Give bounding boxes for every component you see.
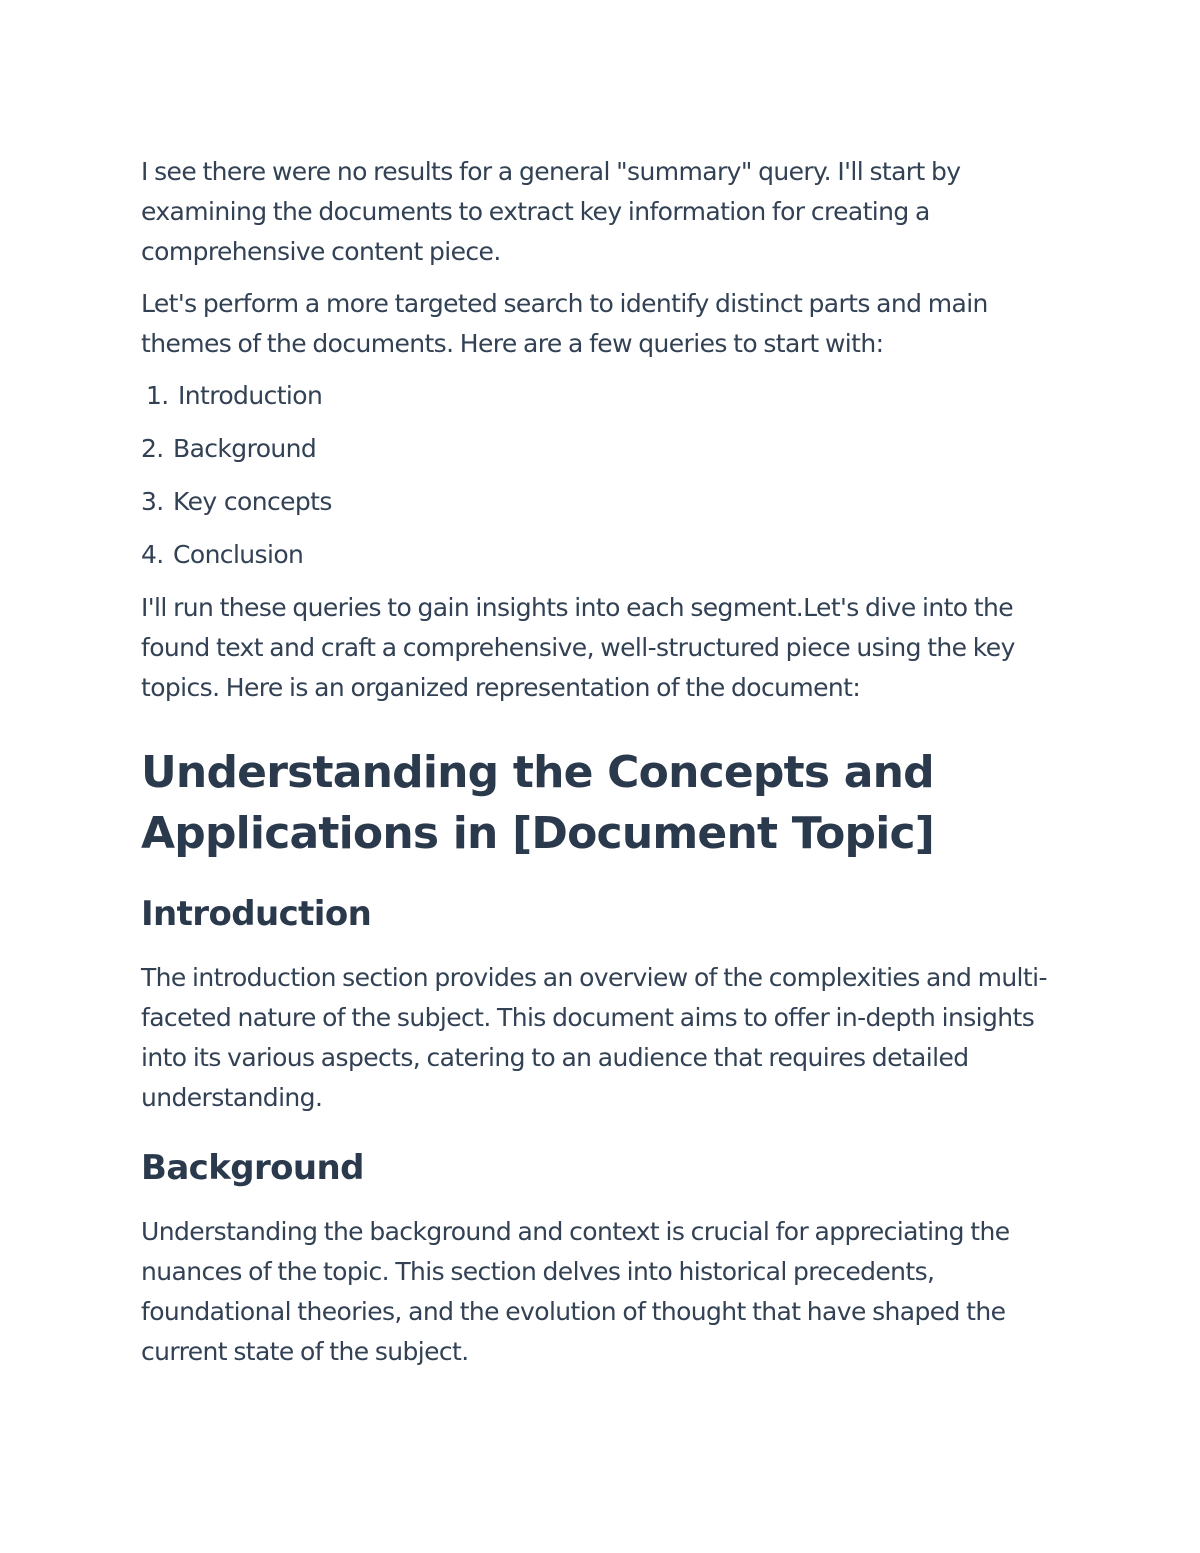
section-heading-background: Background [141,1148,364,1188]
document-title: Understanding the Concepts and Applications in [Document Topic] [141,747,935,859]
list-item-number: 2. [141,434,164,463]
list-item [141,535,1061,575]
list-item [141,482,1061,522]
list-item-number: 4. [141,540,164,569]
list-item [141,376,1061,416]
list-item-label: Conclusion [173,540,304,569]
list-item-label: Introduction [178,381,323,410]
list-item-label: Key concepts [173,487,332,516]
transition-paragraph: I'll run these queries to gain insights into each segment.Let's dive into the found text and craft a comprehensive, well-structured piece using the key topics. Here is an organized representation of the document: [141,593,1015,702]
section-heading-introduction: Introduction [141,894,372,934]
list-item-number: 3. [141,487,164,516]
list-item-number: 1. [146,381,169,410]
list-item-label: Background [173,434,317,463]
intro-paragraph-1: I see there were no results for a general "summary" query. I'll start by examining the documents to extract key information for creating a comprehensive content piece. [141,157,961,266]
document-page [141,152,1061,1372]
section-body-background: Understanding the background and context is crucial for appreciating the nuances of the topic. This section delves into historical precedents, foundational theories, and the evolution of thought that have shaped the current state of the subject. [141,1217,1010,1366]
intro-paragraph-2: Let's perform a more targeted search to identify distinct parts and main themes of the documents. Here are a few queries to start with: [141,289,988,358]
query-list [141,376,1061,575]
section-body-introduction: The introduction section provides an overview of the complexities and multi-faceted nature of the subject. This document aims to offer in-depth insights into its various aspects, catering to an audience that requires detailed understanding. [141,963,1047,1112]
list-item [141,429,1061,469]
